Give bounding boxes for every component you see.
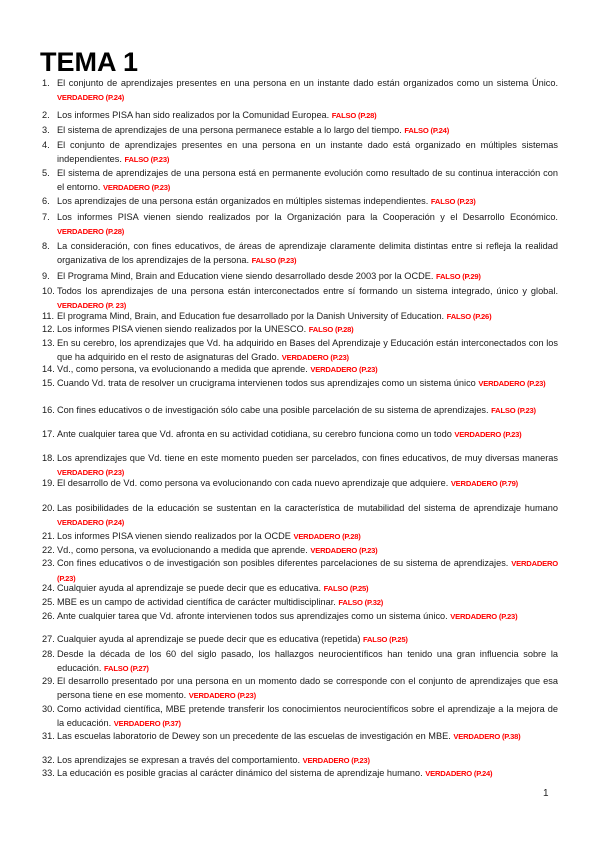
item-number: 32. [42, 755, 55, 765]
item-number: 27. [42, 634, 55, 644]
question-text: En su cerebro, los aprendizajes que Vd. ha adquirido en Bases del Aprendizaje y Educación están interconectados con los que ha adquirido en el resto de asignaturas del Grado. [57, 338, 558, 362]
item-number: 13. [42, 338, 55, 348]
answer-label: VERDADERO (P.23) [57, 468, 125, 477]
item-body [57, 239, 558, 268]
list-item [42, 403, 558, 418]
question-text: Ante cualquier tarea que Vd. afronta en su actividad cotidiana, su cerebro funciona como un todo [57, 429, 452, 439]
item-body [57, 138, 558, 167]
item-body [57, 729, 558, 744]
question-text: El desarrollo presentado por una persona en un momento dado se corresponde con el conjunto de aprendizajes que esa persona tiene en ese momento. [57, 676, 558, 700]
question-text: El conjunto de aprendizajes presentes en una persona en un instante dado están organizados como un sistema Único. [57, 78, 558, 88]
question-text: Vd., como persona, va evolucionando a medida que aprende. [57, 364, 308, 374]
list-item [42, 729, 558, 744]
item-number: 26. [42, 611, 55, 621]
question-text: La consideración, con fines educativos, de áreas de aprendizaje claramente delimita distintas entre si refleja la realidad organizativa de los aprendizajes de la persona. [57, 241, 558, 265]
item-number: 21. [42, 531, 55, 541]
item-body [57, 702, 558, 731]
item-body [57, 322, 558, 337]
answer-label: VERDADERO (P.23) [302, 756, 370, 765]
question-text: Las escuelas laboratorio de Dewey son un precedente de las escuelas de investigación en MBE. [57, 731, 451, 741]
item-body [57, 674, 558, 703]
answer-label: VERDADERO (P.37) [113, 719, 181, 728]
item-body [57, 108, 558, 123]
item-body [57, 376, 558, 391]
item-body [57, 123, 558, 138]
answer-label: VERDADERO (P.24) [425, 769, 493, 778]
list-item [42, 166, 558, 195]
answer-label: FALSO (P.29) [435, 272, 481, 281]
answer-label: VERDADERO (P.28) [57, 227, 125, 236]
answer-label: VERDADERO (P.23) [310, 365, 378, 374]
list-item [42, 123, 558, 138]
item-body [57, 501, 558, 530]
item-body [57, 210, 558, 239]
question-text: El conjunto de aprendizajes presentes en una persona en un instante dado está organizado en múltiples sistemas independientes. [57, 140, 558, 164]
list-item [42, 501, 558, 530]
item-number: 16. [42, 405, 55, 415]
question-text: El desarrollo de Vd. como persona va evolucionando con cada nuevo aprendizaje que adquiere. [57, 478, 449, 488]
list-item [42, 269, 558, 284]
answer-label: FALSO (P.23) [124, 155, 170, 164]
list-item [42, 595, 558, 610]
question-text: Con fines educativos o de investigación son posibles diferentes parcelaciones de su sistema de aprendizajes. [57, 558, 509, 568]
item-body [57, 403, 558, 418]
item-number: 19. [42, 478, 55, 488]
list-item [42, 529, 558, 544]
answer-label: VERDADERO (P.23) [478, 379, 546, 388]
item-number: 15. [42, 378, 55, 388]
question-text: Los informes PISA vienen siendo realizados por la UNESCO. [57, 324, 307, 334]
answer-label: VERDADERO (P.23) [281, 353, 349, 362]
question-text: Los aprendizajes de una persona están organizados en múltiples sistemas independientes. [57, 196, 429, 206]
question-text: El sistema de aprendizajes de una persona permanece estable a lo largo del tiempo. [57, 125, 402, 135]
answer-label: VERDADERO (P.28) [293, 532, 361, 541]
question-text: La educación es posible gracias al carácter dinámico del sistema de aprendizaje humano. [57, 768, 423, 778]
item-number: 1. [42, 78, 50, 88]
item-body [57, 427, 558, 442]
list-item [42, 210, 558, 239]
item-number: 8. [42, 241, 50, 251]
question-text: Los informes PISA vienen siendo realizados por la Organización para la Cooperación y el Desarrollo Económico. [57, 212, 558, 222]
item-number: 30. [42, 704, 55, 714]
list-item [42, 194, 558, 209]
list-item [42, 476, 558, 491]
item-number: 23. [42, 558, 55, 568]
item-number: 17. [42, 429, 55, 439]
item-number: 33. [42, 768, 55, 778]
answer-label: VERDADERO (P.23) [454, 430, 522, 439]
question-text: Como actividad científica, MBE pretende transferir los conocimientos neurocientíficos sobre el aprendizaje a la mejora de la educación. [57, 704, 558, 728]
answer-label: FALSO (P.23) [430, 197, 476, 206]
question-text: Cualquier ayuda al aprendizaje se puede decir que es educativa (repetida) [57, 634, 361, 644]
list-item [42, 376, 558, 391]
answer-label: FALSO (P.24) [404, 126, 450, 135]
list-item [42, 138, 558, 167]
question-text: Cuando Vd. trata de resolver un crucigrama intervienen todos sus aprendizajes como un sistema único [57, 378, 476, 388]
answer-label: FALSO (P.23) [251, 256, 297, 265]
item-body [57, 581, 558, 596]
item-number: 12. [42, 324, 55, 334]
list-item [42, 632, 558, 647]
item-body [57, 647, 558, 676]
item-number: 10. [42, 286, 55, 296]
item-number: 9. [42, 271, 50, 281]
item-number: 6. [42, 196, 50, 206]
answer-label: FALSO (P.25) [323, 584, 369, 593]
list-item [42, 702, 558, 731]
list-item [42, 609, 558, 624]
question-text: El Programa Mind, Brain and Education viene siendo desarrollado desde 2003 por la OCDE. [57, 271, 434, 281]
answer-label: VERDADERO (P.23) [310, 546, 378, 555]
answer-label: VERDADERO (P.24) [57, 93, 125, 102]
answer-label: FALSO (P.27) [104, 664, 149, 673]
question-text: Los aprendizajes que Vd. tiene en este momento pueden ser parcelados, con fines educativos, de muy diversas maneras [57, 453, 558, 463]
item-number: 4. [42, 140, 50, 150]
question-text: Todos los aprendizajes de una persona están interconectados entre sí formando un sistema integrado, único y global. [57, 286, 558, 296]
list-item [42, 322, 558, 337]
question-text: Ante cualquier tarea que Vd. afronte intervienen todos sus aprendizajes como un sistema único. [57, 611, 448, 621]
answer-label: VERDADERO (P.23) [450, 612, 518, 621]
item-number: 31. [42, 731, 55, 741]
item-number: 25. [42, 597, 55, 607]
item-body [57, 595, 558, 610]
list-item [42, 427, 558, 442]
question-text: Los informes PISA vienen siendo realizados por la OCDE [57, 531, 291, 541]
answer-label: FALSO (P.26) [446, 312, 492, 321]
item-number: 11. [42, 311, 55, 321]
list-item [42, 239, 558, 268]
answer-label: FALSO (P.32) [338, 598, 384, 607]
item-body [57, 194, 558, 209]
item-number: 28. [42, 649, 55, 659]
list-item [42, 581, 558, 596]
list-item [42, 674, 558, 703]
answer-label: VERDADERO (P.24) [57, 518, 125, 527]
item-number: 3. [42, 125, 50, 135]
answer-label: FALSO (P.23) [491, 406, 536, 415]
answer-label: VERDADERO (P.23) [57, 559, 558, 583]
question-text: Vd., como persona, va evolucionando a medida que aprende. [57, 545, 308, 555]
answer-label: FALSO (P.25) [362, 635, 408, 644]
answer-label: FALSO (P.28) [308, 325, 354, 334]
question-text: Cualquier ayuda al aprendizaje se puede decir que es educativa. [57, 583, 322, 593]
page-title: TEMA 1 [40, 47, 139, 77]
item-number: 29. [42, 676, 55, 686]
item-number: 2. [42, 110, 50, 120]
answer-label: VERDADERO (P. 23) [57, 301, 127, 310]
question-text: Desde la década de los 60 del siglo pasado, los hallazgos neurocientíficos han tenido una gran influencia sobre la educación. [57, 649, 558, 673]
question-text: Las posibilidades de la educación se sustentan en la característica de mutabilidad del sistema de aprendizaje humano [57, 503, 558, 513]
item-body [57, 76, 558, 105]
question-text: El programa Mind, Brain, and Education fue desarrollado por la Danish University of Education. [57, 311, 445, 321]
item-body [57, 166, 558, 195]
list-item [42, 336, 558, 365]
item-body [57, 766, 558, 781]
answer-label: VERDADERO (P.38) [453, 732, 521, 741]
item-body [57, 362, 558, 377]
list-item [42, 647, 558, 676]
item-number: 14. [42, 364, 55, 374]
question-text: Los informes PISA han sido realizados por la Comunidad Europea. [57, 110, 330, 120]
item-body [57, 336, 558, 365]
item-body [57, 476, 558, 491]
question-text: El sistema de aprendizajes de una persona está en permanente evolución como resultado de su continua interacción con el entorno. [57, 168, 558, 192]
item-body [57, 529, 558, 544]
answer-label: VERDADERO (P.79) [450, 479, 518, 488]
question-text: MBE es un campo de actividad científica de carácter multidisciplinar. [57, 597, 336, 607]
item-number: 7. [42, 212, 50, 222]
list-item [42, 766, 558, 781]
question-text: Con fines educativos o de investigación sólo cabe una posible parcelación de su sistema de aprendizajes. [57, 405, 489, 415]
item-number: 24. [42, 583, 55, 593]
list-item [42, 362, 558, 377]
item-number: 22. [42, 545, 55, 555]
page-number: 1 [543, 788, 549, 799]
item-number: 20. [42, 503, 55, 513]
item-body [57, 269, 558, 284]
item-number: 5. [42, 168, 50, 178]
answer-label: FALSO (P.28) [331, 111, 377, 120]
list-item [42, 108, 558, 123]
answer-label: VERDADERO (P.23) [188, 691, 256, 700]
answer-label: VERDADERO (P.23) [102, 183, 171, 192]
item-number: 18. [42, 453, 55, 463]
question-text: Los aprendizajes se expresan a través del comportamiento. [57, 755, 301, 765]
list-item [42, 76, 558, 105]
item-body [57, 609, 558, 624]
item-body [57, 632, 558, 647]
